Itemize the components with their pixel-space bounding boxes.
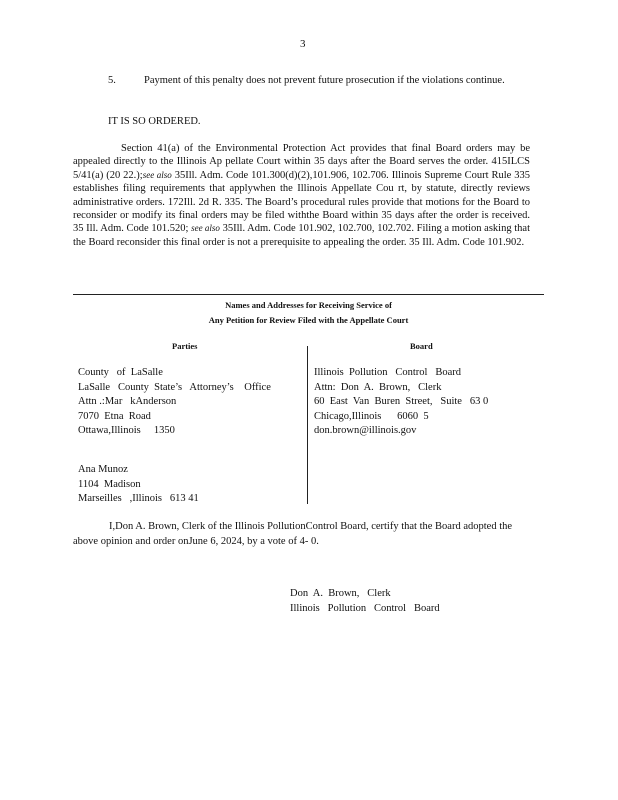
see-also-1: see also [142,169,172,180]
notice-part-1: Section 41(a) of the Environmental Protection Act provides that final Board orders may be appealed directly to the Illinois Ap pellate Court within 35 days after the Board serves the order. 415ILCS 5/41(a) (20 22.); [73,143,530,181]
party-county-lasalle: County of LaSalle LaSalle County State’s Attorney’s Office Attn .:Mar kAnderson 7070 Etna Road Ottawa,Illinois 1350 [78,367,271,436]
appeal-notice [73,142,530,249]
certification-text: I,Don A. Brown, Clerk of the Illinois PollutionControl Board, certify that the Board adopted the above opinion and order onJune 6, 2024, by a vote of 4- 0. [73,521,513,547]
header-line-2: Any Petition for Review Filed with the Appellate Court [208,315,409,325]
list-item-text: Payment of this penalty does not prevent future prosecution if the violations continue. [144,75,505,86]
notice-part-2: 35Ill. Adm. Code 101.300(d)(2),101.906, 102.706. Illinois Supreme Court Rule 335 establishes filing requirements that applywhen the Illinois Appellate Cou rt, by statute, directly reviews administrative orders. 172Ill. 2d R. 335. The Board’s procedural rules provide that motions for the Board to reconsider or modify its final orders may be filed withthe Board within 35 days after the order is received. 35 Ill. Adm. Code 101.520; [73,169,531,235]
service-table-header [73,298,544,328]
signature-block [290,587,440,616]
notice-part-3: 35Ill. Adm. Code 101.902, 102.700, 102.702. Filing a motion asking that the Board reconsider this final order is not a prerequisite to appealing the order. 35 Ill. Adm. Code 101.902. [73,223,531,248]
board-address: Illinois Pollution Control Board Attn: Don A. Brown, Clerk 60 East Van Buren Street, Suite 63 0 Chicago,Illinois 6060 5 don.brown@illinois.gov [314,367,489,436]
list-item-number: 5. [108,75,116,86]
table-top-rule [73,294,544,295]
column-divider [307,346,308,504]
party-ana-munoz: Ana Munoz 1104 Madison Marseilles ,Illinois 613 41 [78,464,199,504]
board-column-header: Board [410,341,433,351]
order-statement: IT IS SO ORDERED. [108,116,201,127]
certification-statement [73,520,533,549]
header-line-1: Names and Addresses for Receiving Service of [225,300,392,310]
signer-name: Don A. Brown, Clerk [290,588,391,599]
see-also-2: see also [191,223,220,234]
page-number: 3 [300,38,306,50]
parties-column-header: Parties [172,341,198,351]
signer-org: Illinois Pollution Control Board [290,602,440,614]
